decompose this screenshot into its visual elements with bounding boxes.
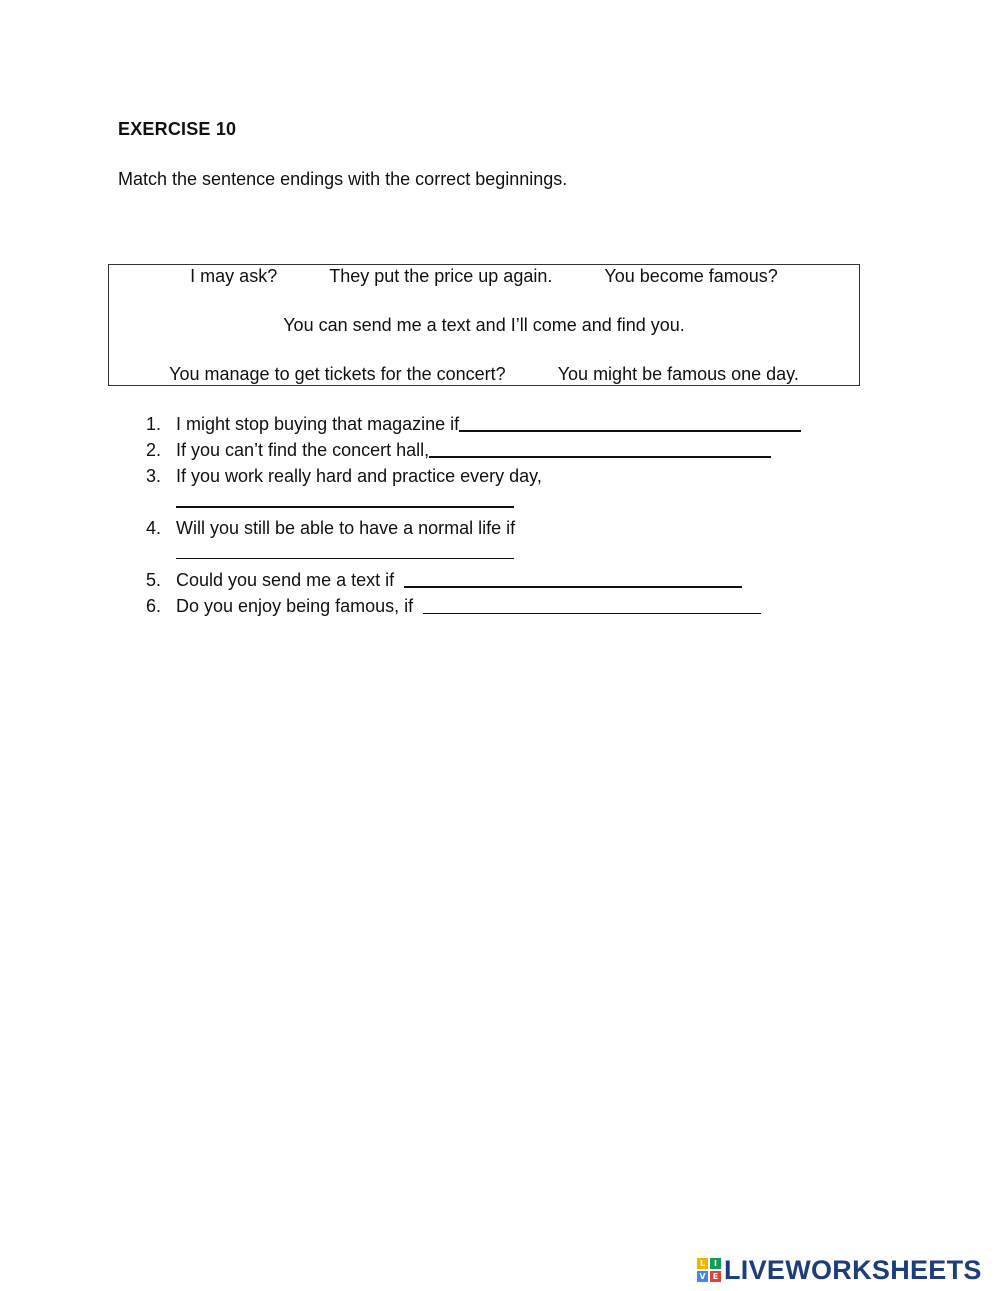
item-text: If you work really hard and practice every day, — [176, 466, 542, 486]
item-number: 5. — [146, 570, 162, 590]
logo-mark-letter: V — [697, 1271, 708, 1282]
word-bank-row-1 — [109, 266, 859, 287]
item-number: 4. — [146, 518, 162, 538]
word-bank-phrase: You become famous? — [604, 266, 778, 286]
item-text: Could you send me a text if — [176, 570, 395, 590]
item-text: Do you enjoy being famous, if — [176, 596, 414, 616]
word-bank-phrase: You can send me a text and I’ll come and find you. — [283, 315, 685, 335]
word-bank-phrase: I may ask? — [190, 266, 278, 286]
logo-text: LIVEWORKSHEETS — [724, 1254, 982, 1285]
answer-blank[interactable] — [429, 438, 771, 458]
logo-mark-letter: E — [710, 1271, 721, 1282]
answer-blank[interactable] — [404, 568, 742, 588]
liveworksheets-logo — [697, 1256, 982, 1284]
answer-blank[interactable] — [176, 488, 514, 508]
logo-icon — [697, 1258, 721, 1282]
item-text: Will you still be able to have a normal life if — [176, 518, 516, 538]
item-number: 2. — [146, 440, 162, 460]
exercise-title: EXERCISE 10 — [118, 119, 237, 139]
exercise-instructions: Match the sentence endings with the correct beginnings. — [118, 169, 568, 189]
answer-blank[interactable] — [459, 412, 801, 432]
answer-blank[interactable] — [423, 595, 761, 614]
word-bank-box — [108, 264, 860, 386]
logo-mark-letter: L — [697, 1258, 708, 1269]
answer-blank[interactable] — [176, 540, 514, 559]
logo-mark-letter: I — [710, 1258, 721, 1269]
word-bank-phrase: They put the price up again. — [329, 266, 553, 286]
item-text: I might stop buying that magazine if — [176, 414, 460, 434]
item-number: 6. — [146, 596, 162, 616]
item-number: 3. — [146, 466, 162, 486]
word-bank-phrase: You manage to get tickets for the concert? — [169, 364, 506, 384]
item-text: If you can’t find the concert hall, — [176, 440, 430, 460]
item-number: 1. — [146, 414, 162, 434]
word-bank-row-3 — [109, 364, 859, 385]
word-bank-row-2 — [109, 315, 859, 336]
word-bank-phrase: You might be famous one day. — [557, 364, 799, 384]
